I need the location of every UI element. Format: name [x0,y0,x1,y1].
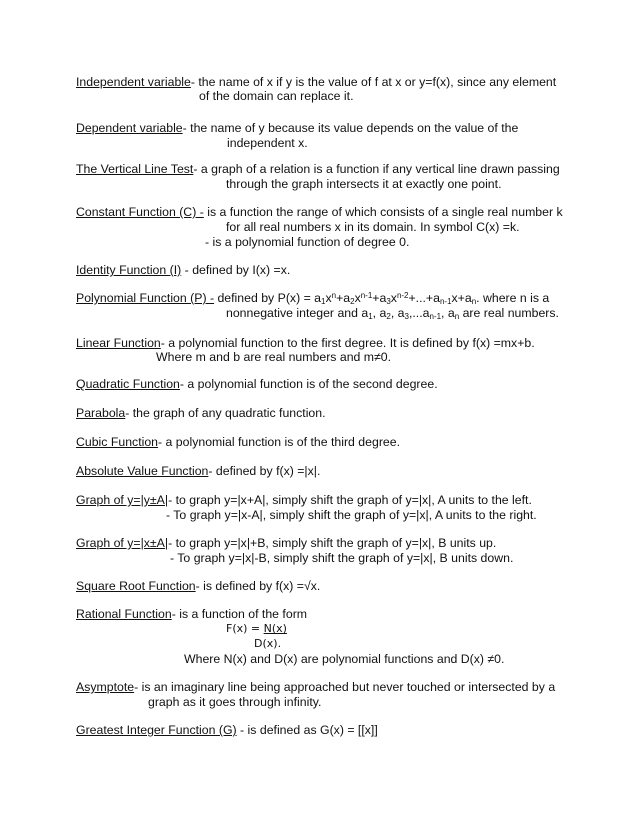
polynomial-text: defined by P(x) = a [214,291,322,305]
greatest-integer-function-definition: - is defined as G(x) = [[x]] [236,723,378,737]
formula-lhs: F(x) = [226,622,264,635]
vertical-line-test-line1 [76,162,560,176]
polynomial-text: , a [372,306,387,320]
linear-function-definition: - a polynomial function to the first degree. It is defined by f(x) =mx+b. [160,336,535,350]
polynomial-subscript: 2 [350,297,355,306]
term-parabola: Parabola [76,406,126,420]
identity-function-line [76,263,290,277]
term-dependent-variable: Dependent variable [76,121,183,135]
polynomial-text: +a [372,291,387,305]
independent-variable-line1 [76,75,556,89]
polynomial-text: nonnegative integer and a [226,306,369,320]
asymptote-line1 [76,680,555,694]
polynomial-text: ,...a [408,306,430,320]
cubic-function-line [76,435,400,449]
square-root-function-line [76,579,320,593]
polynomial-subscript: n [454,312,460,321]
asymptote-line2: graph as it goes through infinity. [148,695,322,709]
term-quadratic-function: Quadratic Function [76,377,180,391]
linear-function-line2: Where m and b are real numbers and m≠0. [156,350,392,364]
term-graph-vertical-shift: Graph of y=|x±A| [76,536,169,550]
constant-function-definition: is a function the range of which consists of a single real number k [203,205,563,219]
independent-variable-definition: - the name of x if y is the value of f at x or y=f(x), since any element [190,75,557,89]
polynomial-superscript: n-2 [396,291,409,300]
cubic-function-definition: - a polynomial function is of the third degree. [158,435,401,449]
polynomial-subscript: 2 [386,312,391,321]
vertical-line-test-definition: - a graph of a relation is a function if any vertical line drawn passing [193,162,560,176]
term-polynomial-function: Polynomial Function (P) - [76,291,215,305]
parabola-line [76,406,326,420]
absolute-value-function-definition: - defined by f(x) =|x|. [208,464,321,478]
square-root-function-definition: - is defined by f(x) =√x. [195,579,321,593]
independent-variable-line2: of the domain can replace it. [199,89,354,103]
polynomial-subscript: 1 [368,312,373,321]
term-graph-horizontal-shift: Graph of y=|y±A| [76,493,169,507]
polynomial-text: +...+a [408,291,440,305]
term-rational-function: Rational Function [76,607,172,621]
graph-vertical-shift-definition: - to graph y=|x|+B, simply shift the graph of y=|x|, B units up. [168,536,497,550]
polynomial-subscript: 1 [321,297,326,306]
dependent-variable-line2: independent x. [227,136,308,150]
formula-denominator: D(x). [254,637,282,650]
term-asymptote: Asymptote [76,680,135,694]
polynomial-text: . where n is a [476,291,550,305]
rational-function-line3: Where N(x) and D(x) are polynomial functions and D(x) ≠0. [184,652,505,666]
term-absolute-value-function: Absolute Value Function [76,464,209,478]
linear-function-line1 [76,336,535,350]
polynomial-superscript: n-1 [360,291,373,300]
dependent-variable-definition: - the name of y because its value depends on the value of the [182,121,519,135]
term-identity-function: Identity Function (I) [76,263,182,277]
rational-function-formula [226,622,287,635]
term-cubic-function: Cubic Function [76,435,159,449]
polynomial-subscript: n [471,297,477,306]
graph-horizontal-shift-definition: - to graph y=|x+A|, simply shift the graph of y=|x|, A units to the left. [168,493,532,507]
graph-shift-vertical-line2: - To graph y=|x|-B, simply shift the graph of y=|x|, B units down. [170,551,514,565]
graph-shift-horizontal-line1 [76,493,532,507]
polynomial-superscript: n [331,291,337,300]
absolute-value-function-line [76,464,320,478]
term-constant-function: Constant Function (C) - [76,205,204,219]
polynomial-text: , a [390,306,405,320]
term-linear-function: Linear Function [76,336,161,350]
quadratic-function-definition: - a polynomial function is of the second degree. [179,377,438,391]
term-greatest-integer-function: Greatest Integer Function (G) [76,723,237,737]
polynomial-text: are real numbers. [459,306,559,320]
dependent-variable-line1 [76,121,518,135]
graph-shift-vertical-line1 [76,536,496,550]
parabola-definition: - the graph of any quadratic function. [125,406,326,420]
polynomial-subscript: n-1 [429,312,442,321]
polynomial-function-line2 [226,306,559,320]
term-vertical-line-test: The Vertical Line Test [76,162,194,176]
quadratic-function-line [76,377,438,391]
constant-function-line1 [76,205,563,219]
graph-shift-horizontal-line2: - To graph y=|x-A|, simply shift the graph of y=|x|, A units to the right. [166,508,537,522]
polynomial-text: x+a [451,291,472,305]
polynomial-text: x [325,291,332,305]
rational-function-definition: - is a function of the form [171,607,308,621]
term-independent-variable: Independent variable [76,75,191,89]
polynomial-text: x [390,291,397,305]
polynomial-subscript: 3 [404,312,409,321]
constant-function-line2: for all real numbers x in its domain. In symbol C(x) =k. [226,220,520,234]
polynomial-text: x [354,291,361,305]
polynomial-subscript: n-1 [439,297,452,306]
constant-function-line3: - is a polynomial function of degree 0. [205,235,410,249]
term-square-root-function: Square Root Function [76,579,196,593]
polynomial-function-line1 [76,291,549,305]
greatest-integer-function-line [76,723,378,737]
polynomial-subscript: 3 [386,297,391,306]
polynomial-text: , a [441,306,455,320]
identity-function-definition: - defined by I(x) =x. [181,263,291,277]
asymptote-definition: - is an imaginary line being approached but never touched or intersected by a [134,680,556,694]
rational-function-line1 [76,607,307,621]
formula-numerator: N(x) [263,622,287,635]
vertical-line-test-line2: through the graph intersects it at exactly one point. [226,177,502,191]
polynomial-text: +a [336,291,351,305]
